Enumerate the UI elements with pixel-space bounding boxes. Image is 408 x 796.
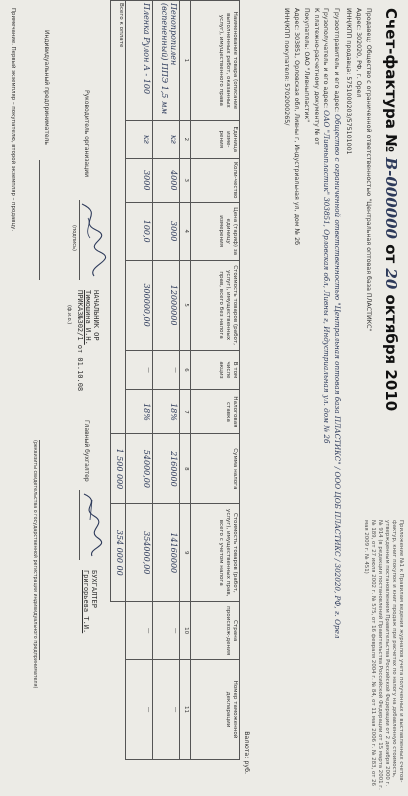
- col-number: 2: [180, 120, 191, 158]
- item-tax: 54000,00: [142, 449, 151, 488]
- item-country: —: [172, 627, 178, 634]
- buyer-inn-label: ИНН/КПП покупателя:: [283, 8, 290, 82]
- title-prefix: Счет-фактура №: [382, 8, 400, 153]
- payment-doc-label: К платежно-расчетному документу №: [313, 8, 320, 136]
- item-qty: 4000: [169, 170, 178, 191]
- accountant-stamp: [82, 570, 98, 633]
- seller-inn-line: [345, 8, 352, 155]
- col-header: Страна происхож-дения: [191, 602, 240, 660]
- entrepreneur-req-line: [39, 440, 40, 660]
- consignee-label: Грузополучатель и его адрес:: [322, 8, 329, 109]
- col-number: 5: [180, 260, 191, 350]
- head-stamp-line2: Тимошина И.Н.: [84, 290, 92, 345]
- invoice-title: [382, 8, 400, 411]
- seller-line: [365, 8, 372, 331]
- item-price: 100,0: [142, 219, 151, 243]
- item-rate: 18%: [169, 403, 178, 421]
- seller-label: Продавец:: [365, 8, 372, 43]
- seller-value: Общество с ограниченной ответственностью "Центральная оптовая база ПЛАСТИКС": [365, 44, 372, 332]
- buyer-address-label: Адрес:: [293, 8, 300, 31]
- table-row: [126, 1, 153, 760]
- total-tax: 1 500 000: [115, 448, 124, 490]
- col-header: Единица изме-рения: [191, 120, 240, 158]
- buyer-address-line: [293, 8, 300, 245]
- entrepreneur-req-caption: (реквизиты свидетельства о государственной регистрации индивидуального предпринимателя): [32, 440, 37, 689]
- annex-note: Приложение №1 к Правилам ведения журналов учета полученных и выставленных счетов-фактур, книг покупок и книг продаж при расчетах по налогу на добавленную стоимость, утвержденным постановлением Правительства Российской Федерации от 2 декабря 2000 г. № 914 (в редакции постановлений Правительства Российской Федерации от 15 марта 2001 г. № 189, от 27 июля 2002 г. № 575, от 16 февраля 2004 г. № 84, от 11 мая 2006 г. № 283, от 26 мая 2009 г. № 451): [363, 520, 404, 790]
- item-qty: 3000: [142, 170, 151, 191]
- total-sum: 354 000 00: [115, 529, 124, 576]
- col-header: Цена (тариф) за единицу измерения: [191, 202, 240, 260]
- total-label: Всего к оплате: [118, 3, 124, 48]
- buyer-inn-value: 5702000265/: [283, 83, 290, 126]
- seller-address-line: [355, 8, 362, 98]
- footnote: Примечание. Первый экземпляр – покупателю, второй экземпляр – продавцу.: [10, 8, 16, 232]
- head-stamp-line3: ПРИКАЗ№302/1 от 01.10.08: [76, 290, 84, 392]
- col-header: Номер таможенной декларации: [191, 660, 240, 760]
- col-number: 6: [180, 350, 191, 390]
- column-number-row: [180, 1, 191, 760]
- shipper-label: Грузоотправитель и его адрес:: [333, 8, 340, 113]
- col-header: Налоговая ставка: [191, 390, 240, 434]
- head-stamp: [76, 290, 100, 391]
- col-number: 4: [180, 202, 191, 260]
- invoice-table: [110, 0, 240, 760]
- col-header: Сумма налога: [191, 434, 240, 504]
- payment-doc-value: от: [313, 137, 320, 145]
- seller-inn-label: ИНН/КПП продавца:: [345, 8, 352, 75]
- head-sign-caption: (подпись): [71, 225, 77, 251]
- head-signature-scribble: [74, 200, 108, 280]
- item-sum-no-tax: 300000,00: [142, 283, 151, 327]
- col-number: 8: [180, 434, 191, 504]
- col-number: 7: [180, 390, 191, 434]
- col-header: Коли-чество: [191, 158, 240, 202]
- col-header: В том числе акциз: [191, 350, 240, 390]
- invoice-number: В-000000: [382, 157, 400, 239]
- entrepreneur-sign-line: [39, 160, 40, 280]
- accountant-stamp-line1: БУХГАЛТЕР: [90, 570, 98, 608]
- head-name-caption: (ф.и.о.): [66, 305, 72, 325]
- table-row: [153, 1, 180, 760]
- entrepreneur-label: Индивидуальный предприниматель: [43, 30, 50, 145]
- item-decl: —: [172, 706, 178, 713]
- head-label: Руководитель организации: [83, 90, 90, 178]
- seller-inn-value: 5751000203/575101001: [345, 76, 352, 155]
- col-header: Стоимость товаров (работ, услуг), имущественных прав, всего с учетом налога: [191, 504, 240, 602]
- item-name: Пенопропилен (вспененный) ППЭ 1,5 мм: [160, 3, 178, 115]
- item-excise: —: [145, 367, 151, 373]
- item-rate: 18%: [142, 403, 151, 421]
- payment-doc-line: [313, 8, 320, 145]
- shipper-value: Общество с ограниченной ответственностью "Центральная оптовая база ПЛАСТИКС" / ООО ЦОБ ПЛАСТИКС / 302020, РФ, г. Орел: [333, 114, 342, 639]
- item-decl: —: [145, 706, 151, 713]
- col-number: 1: [180, 1, 191, 121]
- invoice-day: 20: [382, 268, 400, 290]
- item-sum-no-tax: 12000000: [169, 284, 178, 326]
- seller-address-value: 302020, РФ, г. Орел: [355, 32, 362, 98]
- col-header: Стоимость товаров (работ, услуг), имущественных прав, всего без налога: [191, 260, 240, 350]
- invoice-month-year: октября 2010: [382, 294, 400, 412]
- shipper-line: [333, 8, 342, 638]
- seller-address-label: Адрес:: [355, 8, 362, 31]
- item-country: —: [145, 627, 151, 634]
- item-total: 354000,00: [142, 531, 151, 575]
- currency-label: Валюта: руб.: [243, 731, 250, 774]
- buyer-value: ОАО "Ливныпластик": [303, 51, 310, 123]
- buyer-line: [303, 8, 310, 122]
- item-unit: кг: [169, 134, 178, 144]
- col-number: 11: [180, 660, 191, 760]
- item-name: Пленка Рулон А - 100: [142, 3, 151, 95]
- item-excise: —: [172, 367, 178, 373]
- buyer-address-value: 303851, Орловская обл, Ливны г, Индустриальная ул, дом № 2б: [293, 32, 300, 245]
- accountant-stamp-line2: Григорьева Т.И.: [82, 570, 90, 634]
- item-total: 14160000: [169, 532, 178, 574]
- col-number: 9: [180, 504, 191, 602]
- title-from: от: [382, 244, 400, 264]
- col-number: 10: [180, 602, 191, 660]
- buyer-inn-line: [283, 8, 290, 125]
- head-stamp-line1: НАЧАЛЬНИК ОР: [92, 290, 100, 341]
- accountant-signature-scribble: [74, 490, 108, 560]
- col-header: Наименование товара (описание выполненных работ, оказанных услуг), имущественного права: [191, 1, 240, 121]
- item-price: 3000: [169, 221, 178, 242]
- total-row: [111, 1, 126, 760]
- item-tax: 2160000: [169, 451, 178, 487]
- consignee-line: [322, 8, 331, 443]
- item-unit: кг: [142, 134, 151, 144]
- accountant-label: Главный бухгалтер: [83, 420, 90, 482]
- buyer-label: Покупатель:: [303, 8, 310, 50]
- consignee-value: ОАО "Ливныпластик" 303851, Орловская обл, Ливны г, Индустриальная ул. дом № 2б: [322, 110, 331, 444]
- table-header-row: [191, 1, 240, 760]
- col-number: 3: [180, 158, 191, 202]
